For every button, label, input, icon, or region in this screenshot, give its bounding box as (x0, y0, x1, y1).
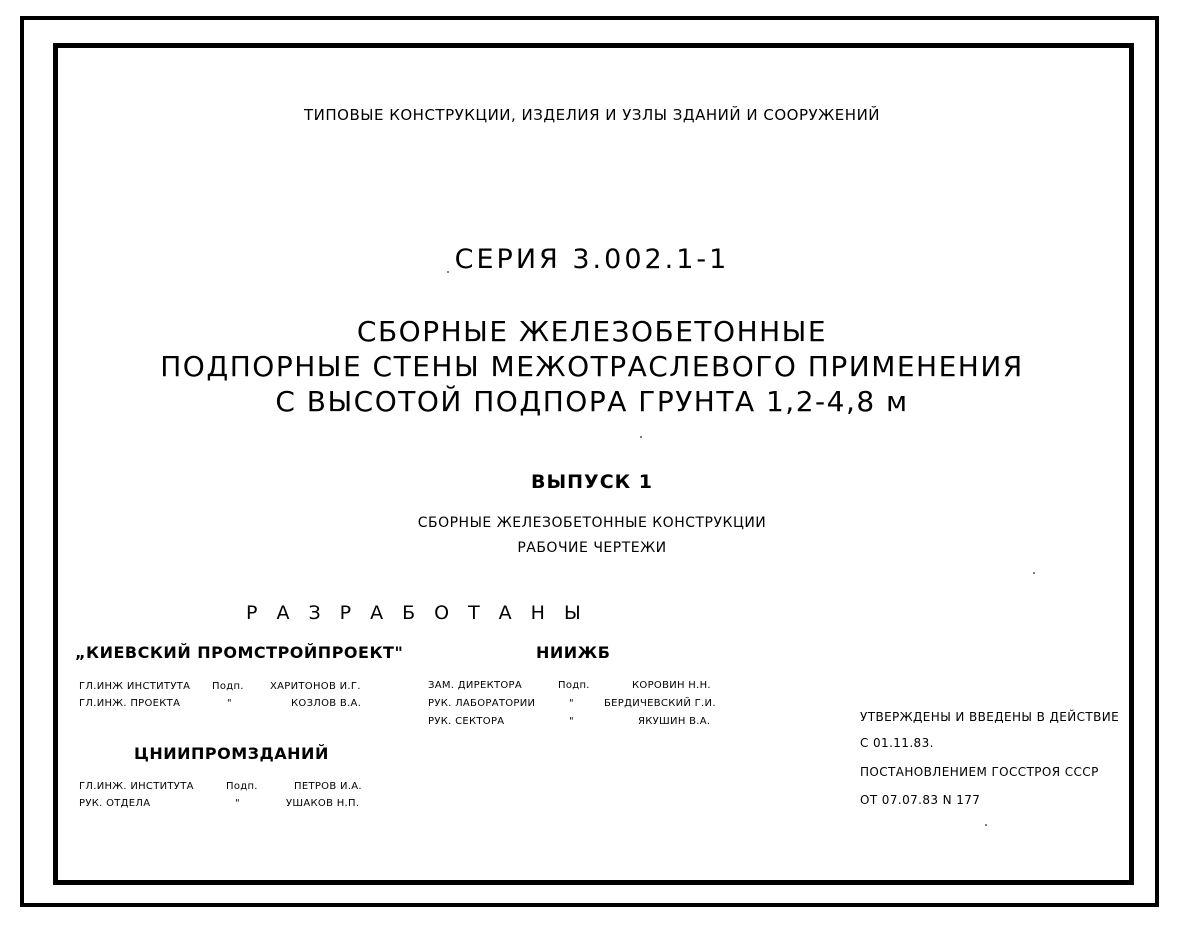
tsnii-person-2: УШАКОВ Н.П. (286, 798, 360, 809)
issue-number: ВЫПУСК 1 (530, 471, 654, 493)
subtitle-line-2: РАБОЧИЕ ЧЕРТЕЖИ (517, 540, 667, 556)
niizhb-person-3: ЯКУШИН В.А. (638, 716, 711, 727)
approval-line-4: ОТ 07.07.83 N 177 (860, 793, 981, 807)
niizhb-role-1: ЗАМ. ДИРЕКТОРА (428, 680, 523, 691)
tsnii-role-1: ГЛ.ИНЖ. ИНСТИТУТА (79, 781, 194, 792)
niizhb-role-2: РУК. ЛАБОРАТОРИИ (428, 698, 536, 709)
niizhb-sign-1: Подп. (558, 680, 590, 691)
main-title-line-2: ПОДПОРНЫЕ СТЕНЫ МЕЖОТРАСЛЕВОГО ПРИМЕНЕНИЯ (160, 350, 1024, 383)
niizhb-sign-2: " (569, 698, 574, 709)
niizhb-sign-3: " (569, 716, 574, 727)
org-tsnii-name: ЦНИИПРОМЗДАНИЙ (134, 744, 329, 763)
collection-title: ТИПОВЫЕ КОНСТРУКЦИИ, ИЗДЕЛИЯ И УЗЛЫ ЗДАНИЙ И СООРУЖЕНИЙ (303, 106, 881, 124)
scan-speck (1033, 572, 1035, 574)
main-title-line-3: С ВЫСОТОЙ ПОДПОРА ГРУНТА 1,2-4,8 м (275, 385, 909, 418)
org-niizhb-name: НИИЖБ (536, 643, 611, 662)
niizhb-person-1: КОРОВИН Н.Н. (632, 680, 711, 691)
niizhb-role-3: РУК. СЕКТОРА (428, 716, 505, 727)
scan-speck (640, 436, 642, 438)
kiev-role-2: ГЛ.ИНЖ. ПРОЕКТА (79, 698, 181, 709)
main-title-line-1: СБОРНЫЕ ЖЕЛЕЗОБЕТОННЫЕ (356, 315, 828, 348)
approval-line-1: УТВЕРЖДЕНЫ И ВВЕДЕНЫ В ДЕЙСТВИЕ (860, 710, 1120, 724)
kiev-role-1: ГЛ.ИНЖ ИНСТИТУТА (79, 681, 191, 692)
approval-line-2: С 01.11.83. (860, 736, 934, 750)
scan-speck (985, 824, 987, 826)
org-kiev-name: „КИЕВСКИЙ ПРОМСТРОЙПРОЕКТ" (75, 643, 404, 662)
kiev-person-2: КОЗЛОВ В.А. (291, 698, 362, 709)
developed-by-heading: РАЗРАБОТАНЫ (246, 602, 600, 624)
scan-speck (447, 271, 449, 273)
tsnii-sign-1: Подп. (226, 781, 258, 792)
kiev-person-1: ХАРИТОНОВ И.Г. (270, 681, 361, 692)
approval-line-3: ПОСТАНОВЛЕНИЕМ ГОССТРОЯ СССР (860, 765, 1099, 779)
tsnii-sign-2: " (235, 798, 240, 809)
kiev-sign-2: " (227, 698, 232, 709)
subtitle-line-1: СБОРНЫЕ ЖЕЛЕЗОБЕТОННЫЕ КОНСТРУКЦИИ (417, 515, 767, 531)
kiev-sign-1: Подп. (212, 681, 244, 692)
series-number: СЕРИЯ 3.002.1-1 (454, 244, 730, 275)
tsnii-role-2: РУК. ОТДЕЛА (79, 798, 151, 809)
tsnii-person-1: ПЕТРОВ И.А. (294, 781, 362, 792)
niizhb-person-2: БЕРДИЧЕВСКИЙ Г.И. (604, 698, 716, 709)
